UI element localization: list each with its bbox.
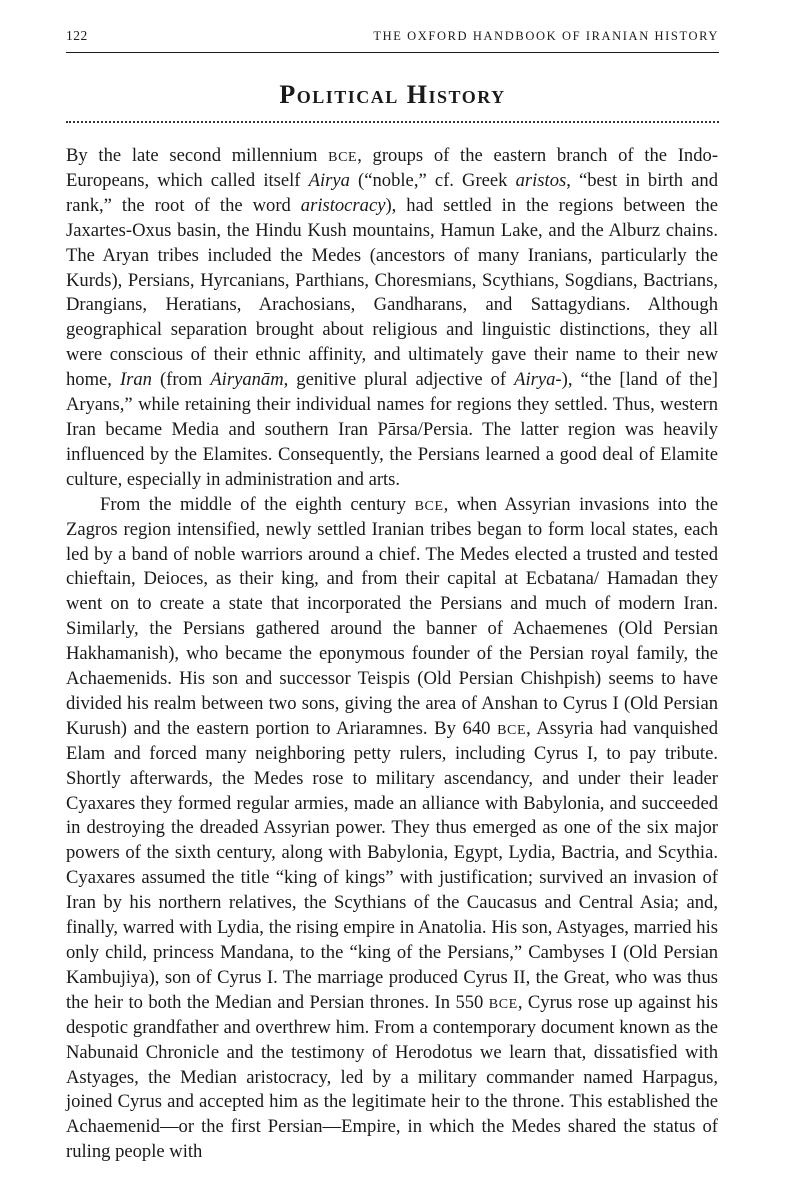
text-run: (“noble,” cf. Greek (349, 169, 516, 191)
text-run: , groups of the eastern branch of the Indo-Europeans, which called itself (66, 145, 719, 191)
paragraph-1 (66, 144, 718, 493)
book-title: THE OXFORD HANDBOOK OF IRANIAN HISTORY (373, 29, 719, 43)
header-rule (66, 52, 719, 53)
italic-term: Iran (119, 369, 152, 391)
era-abbreviation: bce (414, 493, 444, 515)
text-run: , Assyria had vanquished Elam and forced many neighboring petty rulers, including Cyrus I, to pay tribute. Shortly afterwards, the Medes rose to military ascendancy, and under their leader Cyaxares they formed regular armies, made an alliance with Babylonia, and succeeded in destroying the dreaded Assyrian power. They thus emerged as one of the six major powers of the sixth century, along with Babylonia, Egypt, Lydia, Bactria, and Scythia. Cyaxares assumed the title “king of kings” with justification; survived an invasion of Iran by his northern relatives, the Scythians of the Caucasus and Central Asia; and, finally, warred with Lydia, the rising empire in Anatolia. His son, Astyages, married his only child, princess Mandana, to the “king of the Persians,” Cambyses I (Old Persian Kambujiya), son of Cyrus I. The marriage produced Cyrus II, the Great, who was thus the heir to both the Median and Persian thrones. In 550 (66, 717, 718, 1013)
dotted-divider (66, 121, 719, 123)
text-run: , Cyrus rose up against his despotic grandfather and overthrew him. From a contemporary document known as the Nabunaid Chronicle and the testimony of Herodotus we learn that, dissatisfied with Astyages, the Median aristocracy, led by a military commander named Harpagus, joined Cyrus and accepted him as the legitimate heir to the throne. This established the Achaemenid—or the first Persian—Empire, in which the Medes shared the status of ruling people with (66, 991, 718, 1163)
body-text (66, 144, 718, 1165)
text-run: , when Assyrian invasions into the Zagros region intensified, newly settled Iranian tribes began to form local states, each led by a band of noble warriors around a chief. The Medes elected a trusted and tested chieftain, Deioces, as their king, and from their capital at Ecbatana/ Hamadan they went on to create a state that incorporated the Persians and much of modern Iran. Similarly, the Persians gathered around the banner of Achaemenes (Old Persian Hakhamanish), who became the eponymous founder of the Persian royal family, the Achaemenids. His son and successor Teispis (Old Persian Chishpish) seems to have divided his realm between two sons, giving the area of Anshan to Cyrus I (Old Persian Kurush) and the eastern portion to Ariaramnes. By 640 (66, 493, 718, 739)
chapter-title: Political History (279, 80, 506, 109)
italic-term: Airyanām (210, 369, 284, 391)
text-run: From the middle of the eighth century (100, 493, 415, 515)
italic-term: Airya- (514, 369, 562, 391)
italic-term: aristocracy (300, 194, 386, 216)
text-run: ), “the [land of the] Aryans,” while retaining their individual names for regions they settled. Thus, western Iran became Media and southern Iran Pārsa/Persia. The latter region was heavily influenced by the Elamites. Consequently, the Persians learned a good deal of Elamite culture, especially in administration and arts. (66, 369, 718, 490)
italic-term: Airya (308, 169, 350, 191)
era-abbreviation: bce (488, 991, 518, 1013)
era-abbreviation: bce (328, 145, 358, 166)
text-run: , genitive plural adjective of (283, 369, 515, 391)
paragraph-2 (66, 493, 718, 1165)
italic-term: aristos (515, 169, 567, 191)
era-abbreviation: bce (497, 717, 527, 739)
text-run: (from (151, 369, 211, 391)
running-head (66, 28, 719, 50)
page-number: 122 (66, 28, 88, 43)
text-run: By the late second millennium (66, 145, 329, 166)
text-run: , “best in birth and rank,” the root of the word (66, 169, 718, 216)
text-run: ), had settled in the regions between the Jaxartes-Oxus basin, the Hindu Kush mountains, Hamun Lake, and the Alburz chains. The Aryan tribes included the Medes (ancestors of many Iranians, particularly the Kurds), Persians, Hyrcanians, Parthians, Choresmians, Scythians, Sogdians, Bactrians, Drangians, Heratians, Arachosians, Gandharans, and Sattagydians. Although geographical separation brought about religious and linguistic distinctions, they all were conscious of their ethnic affinity, and ultimately gave their name to their new home, (66, 194, 718, 391)
